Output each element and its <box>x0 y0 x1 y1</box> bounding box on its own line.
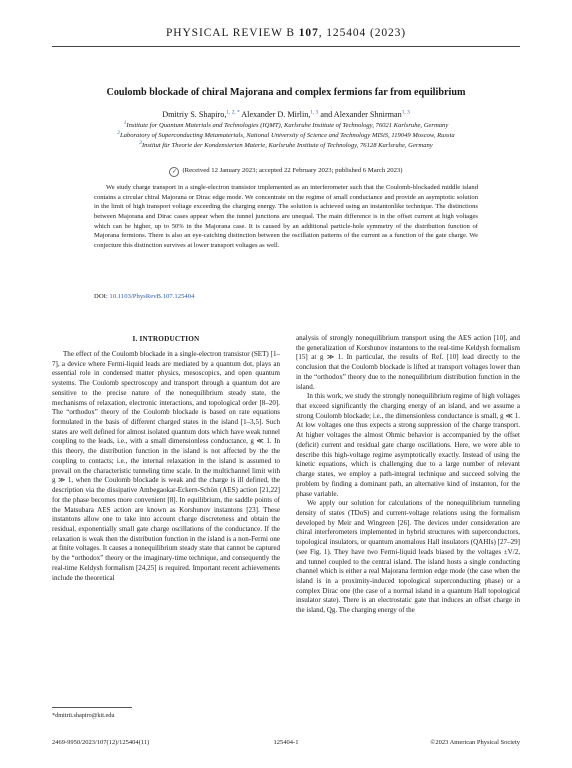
author-affiliation-mark[interactable]: 1, 3 <box>401 109 410 116</box>
header-rule <box>52 46 520 47</box>
journal-volume: 107 <box>298 27 319 39</box>
journal-header <box>0 27 572 39</box>
check-for-updates-icon[interactable]: ✓ <box>169 167 179 177</box>
section-heading: I. INTRODUCTION <box>132 335 200 343</box>
paper-title: Coulomb blockade of chiral Majorana and complex fermions far from equilibrium <box>106 87 466 98</box>
paragraph: analysis of strongly nonequilibrium transport using the AES action [10], and the generalization of Korshunov instantons to the real-time Keldysh formalism [15] at g ≫ 1. In particular, the results of Ref. [10] lead directly to the conclusion that the Coulomb blockade is lifted at transport voltages lower than in the “orthodox” theory due to the nonequilibrium distribution function in the island. <box>296 334 520 391</box>
affiliation <box>52 121 520 131</box>
footer-copyright: ©2023 American Physical Society <box>430 739 520 746</box>
doi-line <box>94 293 194 300</box>
publication-dates <box>52 167 520 177</box>
affiliation-number: 2 <box>117 129 120 136</box>
doi-label: DOI: <box>94 293 108 300</box>
affiliation-text: Institute for Quantum Materials and Technologies (IQMT), Karlsruhe Institute of Technology, 76021 Karlsruhe, Germany <box>126 122 449 129</box>
affiliation-text: Laboratory of Superconducting Metamaterials, National University of Science and Technology MISiS, 119049 Moscow, Russia <box>119 132 455 139</box>
journal-citation: , 125404 (2023) <box>318 27 407 39</box>
author-affiliation-mark[interactable]: 1, 3 <box>310 109 319 116</box>
affiliation-text: Institut für Theorie der Kondensierten Materie, Karlsruhe Institute of Technology, 76128 Karlsruhe, Germany <box>141 142 433 149</box>
affiliation <box>52 131 520 141</box>
left-column <box>52 350 280 583</box>
author-affiliation-mark[interactable]: 1, 2, * <box>226 109 240 116</box>
paragraph: The effect of the Coulomb blockade in a single-electron transistor (SET) [1–7], a device where Fermi-liquid leads are mediated by a quantum dot, plays an essential role in condensed matter physics, mesoscopics, and open quantum systems. The Coulomb spectroscopy and transport through a quantum dot are sensitive to the precise nature of the nonequilibrium steady state, the mechanisms of relaxation, electronic interactions, and topological order [8–20]. The “orthodox” theory of the Coulomb blockade is based on rate equations formulated in the basis of different charged states in the island [1–3,5]. Such states are well defined for almost isolated quantum dots which have weak tunnel coupling to the leads, i.e., with a small dimensionless conductance, g ≪ 1. In this theory, the distribution function in the island is not affected by the the coupling to contacts; i.e., the internal relaxation in the island is assumed to prevail on the characteristic tunneling time scale. In the multichannel limit with g ≫ 1, when the Coulomb blockade is weak and the charge is ill defined, the description via the dissipative Ambegaokar-Eckern-Schön (AES) action [21,22] for the phase becomes more convenient [8]. In equilibrium, the saddle points of the Matsubara AES action are known as Korshunov instantons [23]. These instantons allow one to take into account charge discreteness and obtain the residual, exponentially small gate charge oscillations of the conductance. If the relaxation is weak then the distribution function in the island is a non-Fermi one at finite voltages. It causes a nonequilibrium steady state that cannot be captured by the “orthodox” theory or the imaginary-time technique, and consequently the real-time Keldysh formalism [24,25] is required. Important recent achievements include the theoretical <box>52 350 280 582</box>
footer-page-number: 125404-1 <box>273 739 299 746</box>
footnote-email[interactable]: *dmitrii.shapiro@kit.edu <box>52 712 115 719</box>
doi-link[interactable]: 10.1103/PhysRevB.107.125404 <box>109 293 195 300</box>
affiliation-number: 3 <box>139 139 142 146</box>
footnote-rule <box>52 707 132 708</box>
author-list <box>52 110 520 119</box>
author-name: and Alexander Shnirman <box>320 110 402 119</box>
paragraph: We apply our solution for calculations of the nonequilibrium tunneling density of states (TDoS) and current-voltage relations using the formalism developed by Meir and Wingreen [26]. The devices under consideration are chiral interferometers implemented in hybrid structures with superconductors, topological insulators, or quantum anomalous Hall insulators (QAHIs) [27–29] (see Fig. 1). They have two Fermi-liquid leads biased by the voltages ±V/2, and tunnel coupled to the central island. The island hosts a single conducting channel which is either a real Majorana fermion edge mode (the case when the island is in a proximity-induced topological superconducting phase) or a complex Dirac one (the case of a normal island in a quantum Hall topological insulator state). There is an electrostatic gate that induces an offset charge in the island, Qg. The charging energy of the <box>296 499 520 615</box>
paragraph: In this work, we study the strongly nonequilibrium regime of high voltages that exceed significantly the charging energy of an island, and we assume a strong Coulomb blockade; i.e., the dimensionless conductance is small, g ≪ 1. At low voltages one thus expects a strong suppression of the charge transport. At higher voltages the almost Ohmic behavior is accompanied by the offset (deficit) current and residual gate charge oscillations. Here, we were able to describe this high-voltage regime asymptotically exactly. Instead of using the kinetic equations, which is challenging due to a large number of relevant charge states, we employ a path-integral technique and succeed solving the problem by finding a dominant path, an alternative kind of instanton, for the phase variable. <box>296 392 520 498</box>
author-name: Alexander D. Mirlin, <box>241 110 311 119</box>
right-column <box>296 334 520 616</box>
journal-name: PHYSICAL REVIEW B <box>165 27 295 39</box>
footer-issn: 2469-9950/2023/107(12)/125404(11) <box>52 739 150 746</box>
affiliation-number: 1 <box>123 119 127 126</box>
abstract: We study charge transport in a single-electron transistor implemented as an interferometer such that the Coulomb-blockaded middle island contains a circular chiral Majorana or Dirac edge mode. We concentrate on the regime of small conductance and provide an asymptotic solution in the limit of high transport voltage exceeding the charging energy. The solution is achieved using an instantonlike technique. The distinctions between Majorana and Dirac cases appear when the tunnel junctions are unequal. The main difference is in the offset current at high voltages which can be higher, up to 50% in the Majorana case. It is caused by an additional particle-hole symmetry of the distribution function of Majorana fermions. There is also an eye-catching distinction between the oscillation patterns of the current as a function of the gate charge. We conjecture this distinction survives at lower transport voltages as well. <box>94 184 478 249</box>
dates-text: (Received 12 January 2023; accepted 22 February 2023; published 6 March 2023) <box>182 167 403 174</box>
author-name: Dmitriy S. Shapiro, <box>162 110 227 119</box>
affiliation <box>52 141 520 151</box>
